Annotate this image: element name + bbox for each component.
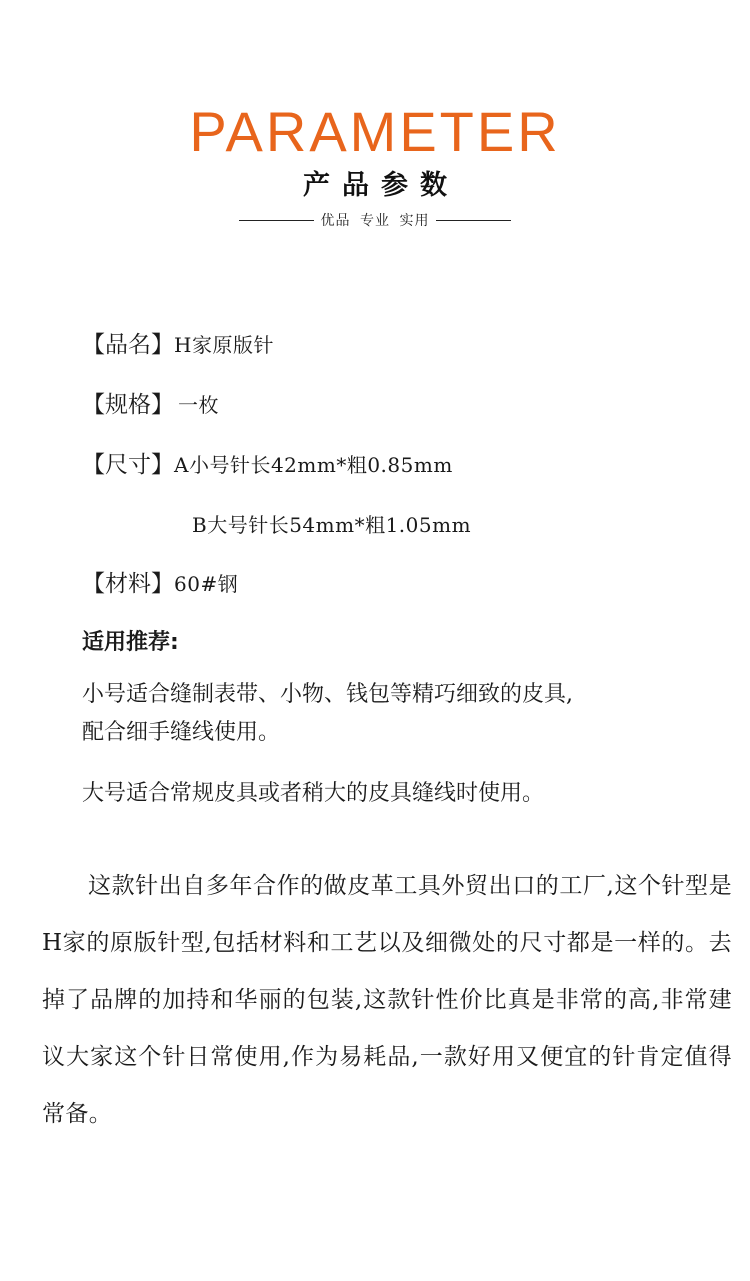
param-name-row <box>82 330 274 360</box>
left-divider <box>239 220 314 221</box>
param-size-value-a: A小号针长42mm*粗0.85mm <box>174 453 453 477</box>
recommendation-line-1: 小号适合缝制表带、小物、钱包等精巧细致的皮具, <box>82 682 573 707</box>
param-spec-row <box>82 390 219 420</box>
param-material-label: 【材料】 <box>82 571 174 597</box>
tagline-row <box>0 208 750 232</box>
tagline: 优品 专业 实用 <box>320 213 430 229</box>
param-size-row <box>82 450 453 480</box>
recommendation-line-2: 配合细手缝线使用。 <box>82 720 281 745</box>
param-size-value-b: B大号针长54mm*粗1.05mm <box>192 513 472 537</box>
right-divider <box>436 220 511 221</box>
description-paragraph: 这款针出自多年合作的做皮革工具外贸出口的工厂,这个针型是H家的原版针型,包括材料和工艺以及细微处的尺寸都是一样的。去掉了品牌的加持和华丽的包装,这款针性价比真是非常的高,非常建议大家这个针日常使用,作为易耗品,一款好用又便宜的针肯定值得常备。 <box>42 873 732 1127</box>
param-name-label: 【品名】 <box>82 332 174 358</box>
param-material-row <box>82 569 238 599</box>
param-material-value: 60#钢 <box>174 572 239 596</box>
param-size-label: 【尺寸】 <box>82 452 174 478</box>
param-spec-label: 【规格】 <box>82 392 174 418</box>
page-title: PARAMETER <box>189 100 561 163</box>
param-size-row-b <box>192 510 471 540</box>
recommendation-title: 适用推荐: <box>82 630 179 655</box>
recommendation-line-3: 大号适合常规皮具或者稍大的皮具缝线时使用。 <box>82 781 545 806</box>
param-name-value: H家原版针 <box>174 333 274 357</box>
param-spec-value: 一枚 <box>178 393 219 417</box>
page-subtitle: 产品参数 <box>303 170 459 201</box>
